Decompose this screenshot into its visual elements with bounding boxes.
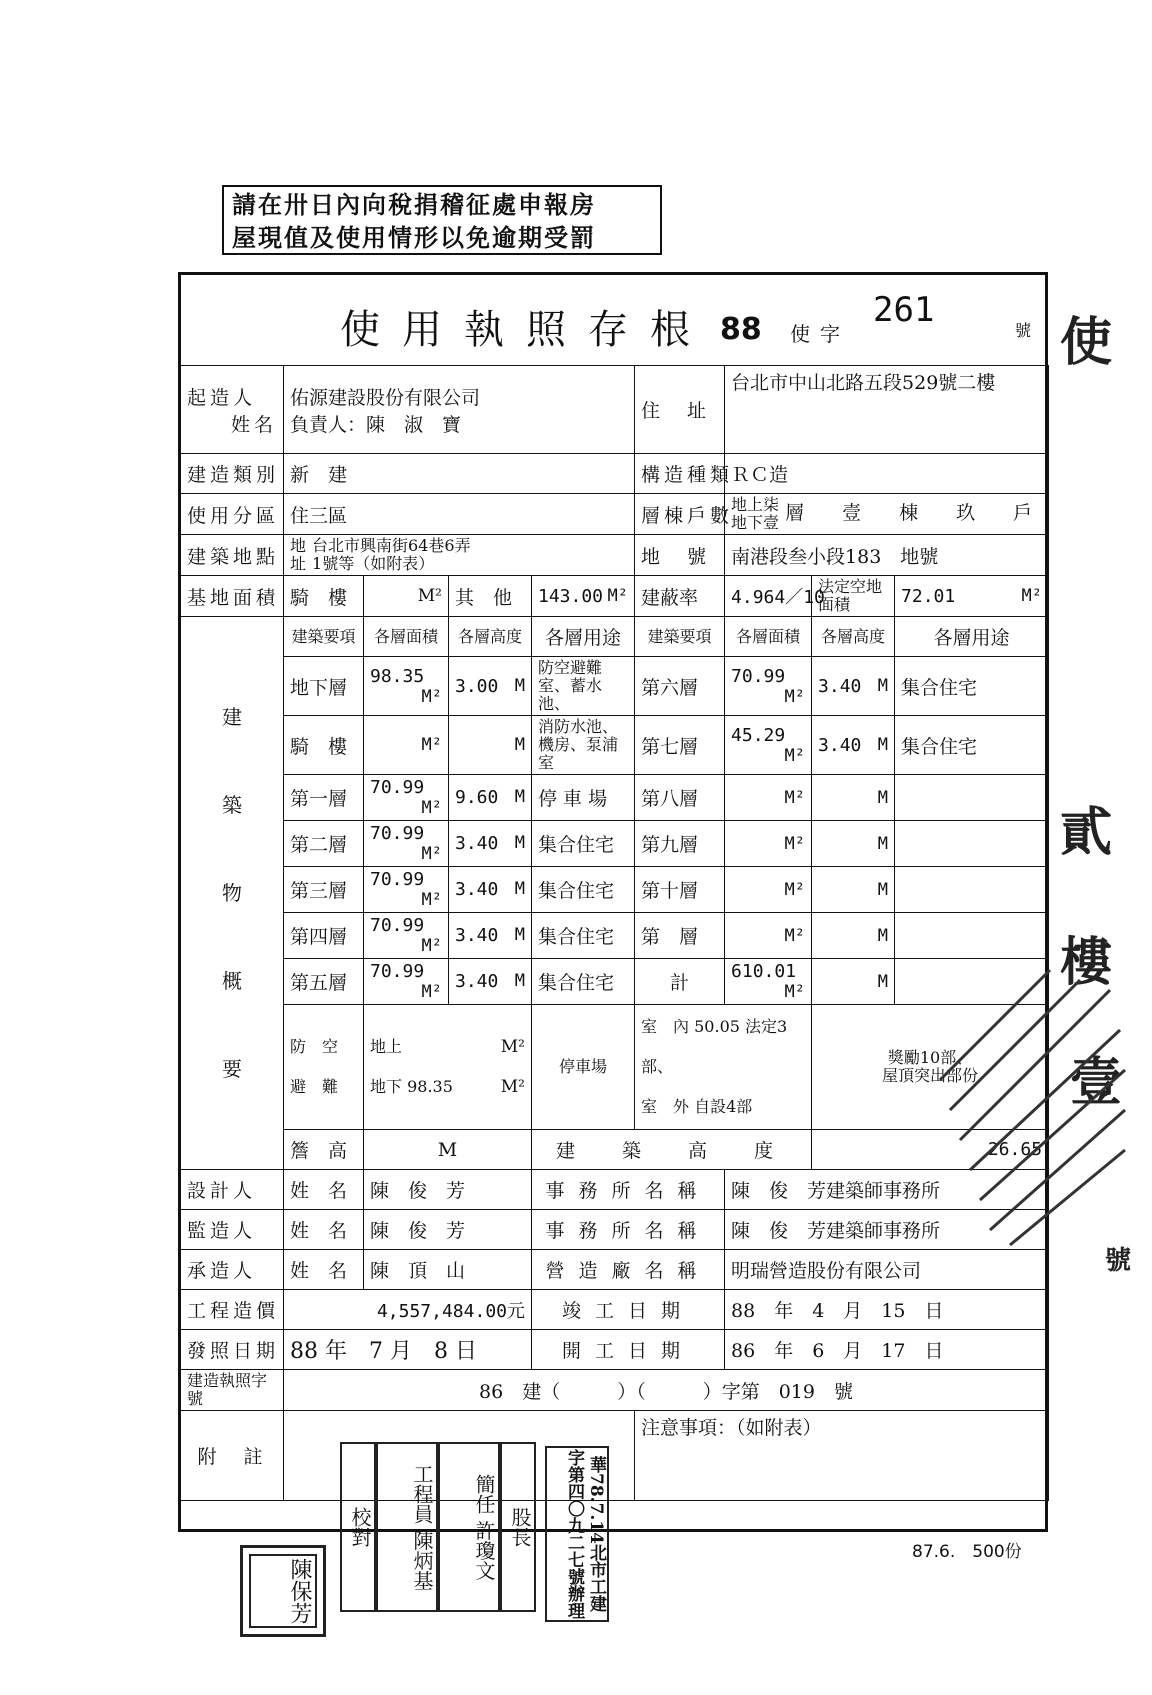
table-row: 地下層 98.35 M² 3.00 M 防空避難室、蓄水池、 第六層 70.99 M² 3.40 M 集合住宅	[181, 657, 1049, 716]
issue-row: 發照日期 88 年 7 月 8 日 開工日期 86 年 6 月 17 日	[181, 1330, 1049, 1370]
side-mark: 壹	[1070, 1052, 1123, 1113]
table-row: 第四層 70.99 M² 3.40 M 集合住宅 第 層 M² M	[181, 913, 1049, 959]
h-item-right: 建築要項	[635, 617, 725, 657]
applicant-value	[284, 366, 635, 454]
h-area-left: 各層面積	[364, 617, 449, 657]
build-type-label: 建造類別	[181, 454, 284, 494]
cost-row: 工程造價 4,557,484.00元 竣工日期 88 年 4 月 15 日	[181, 1290, 1049, 1330]
shelter-row: 防 空 避 難 地上 M² 地下 98.35 M² 停車場 室 內 50.05 法定3部、 室 外 自設4部 獎勵10部、 屋頂突出部份	[181, 1005, 1049, 1130]
side-mark: 樓	[1060, 932, 1113, 993]
notice-line-2: 屋現值及使用情形以免逾期受罰	[232, 223, 596, 252]
lot-label: 地 號	[635, 535, 725, 576]
side-mark: 使	[1060, 312, 1113, 373]
eave-row: 簷 高 M 建 築 高 度 26.65	[181, 1130, 1049, 1170]
zone-value: 住三區	[284, 494, 635, 535]
designer-row: 設計人 姓 名 陳 俊 芳 事務所名稱 陳 俊 芳建築師事務所	[181, 1170, 1049, 1210]
arcade-value: M²	[364, 576, 449, 617]
notice-line-1: 請在卅日內向稅捐稽征處申報房	[232, 190, 596, 219]
address-value: 台北市中山北路五段529號二樓	[725, 366, 1049, 454]
lot-value: 南港段叁小段183 地號	[725, 535, 1049, 576]
contractor-row: 承造人 姓 名 陳 頂 山 營造廠名稱 明瑞營造股份有限公司	[181, 1250, 1049, 1290]
side-mark: 貳	[1060, 802, 1113, 863]
table-row: 第五層 70.99 M² 3.40 M 集合住宅 計 610.01 M² M	[181, 959, 1049, 1005]
overview-side-label: 建 築 物 概 要	[181, 617, 284, 1170]
applicant-company: 佑源建設股份有限公司	[290, 386, 481, 409]
approval-col: 工程員 陳炳基	[376, 1442, 438, 1612]
supervisor-row: 監造人 姓 名 陳 俊 芳 事務所名稱 陳 俊 芳建築師事務所	[181, 1210, 1049, 1250]
permit-row: 建造執照字號 86 建（ ）（ ）字第 019 號	[181, 1370, 1049, 1411]
build-type-value: 新 建	[284, 454, 635, 494]
floors-value: 地上柒 地下壹 層 壹 棟 玖 戶	[725, 494, 1049, 535]
table-row: 騎 樓 M² M 消防水池、機房、泵浦室 第七層 45.29 M² 3.40 M 集合住宅	[181, 716, 1049, 775]
zone-label: 使用分區	[181, 494, 284, 535]
permit-year: 88	[720, 312, 762, 347]
arcade-label: 騎 樓	[284, 576, 364, 617]
permit-word: 使字	[790, 322, 850, 346]
approval-col: 校對	[340, 1442, 376, 1612]
structure-value: ＲＣ造	[725, 454, 1049, 494]
approval-col: 簡任 許瓊文	[438, 1442, 500, 1612]
h-height-left: 各層高度	[449, 617, 532, 657]
site-label: 建築地點	[181, 535, 284, 576]
applicant-rep: 負責人：陳 淑 寶	[290, 413, 462, 436]
applicant-label: 起造人 姓名	[181, 366, 284, 454]
notice-box	[222, 185, 662, 255]
seal: 陳保芳	[240, 1545, 326, 1637]
h-use-right: 各層用途	[895, 617, 1049, 657]
date-stamp: 華78.7.14北市工建字第四〇九二七號辦理	[545, 1446, 609, 1622]
h-height-right: 各層高度	[812, 617, 895, 657]
edition-note: 87.6. 500份	[912, 1542, 1022, 1562]
remark-row: 附 註 注意事項：（如附表）	[181, 1411, 1049, 1501]
approval-col: 股長	[500, 1442, 536, 1612]
bcr-label: 建蔽率	[635, 576, 725, 617]
side-mark: 號	[1105, 1246, 1132, 1276]
table-row: 第三層 70.99 M² 3.40 M 集合住宅 第十層 M² M	[181, 867, 1049, 913]
permit-hao: 號	[1015, 321, 1032, 340]
page-title: 使用執照存根	[340, 307, 712, 353]
other-label: 其 他	[449, 576, 532, 617]
site-value: 地址 台北市興南街64巷6弄 1號等（如附表）	[284, 535, 635, 576]
table-row: 第二層 70.99 M² 3.40 M 集合住宅 第九層 M² M	[181, 821, 1049, 867]
legal-label: 法定空地面積	[812, 576, 895, 617]
permit-sequence: 261	[873, 290, 935, 330]
other-value: 143.00 M²	[532, 576, 635, 617]
table-row: 第一層 70.99 M² 9.60 M 停 車 場 第八層 M² M	[181, 775, 1049, 821]
address-label: 住 址	[635, 366, 725, 454]
floors-label: 層棟戶數	[635, 494, 725, 535]
permit-table	[180, 365, 1049, 1501]
bcr-value: 4.964／10	[725, 576, 812, 617]
h-item-left: 建築要項	[284, 617, 364, 657]
h-use-left: 各層用途	[532, 617, 635, 657]
h-area-right: 各層面積	[725, 617, 812, 657]
legal-value: 72.01 M²	[895, 576, 1049, 617]
area-label: 基地面積	[181, 576, 284, 617]
structure-label: 構造種類	[635, 454, 725, 494]
